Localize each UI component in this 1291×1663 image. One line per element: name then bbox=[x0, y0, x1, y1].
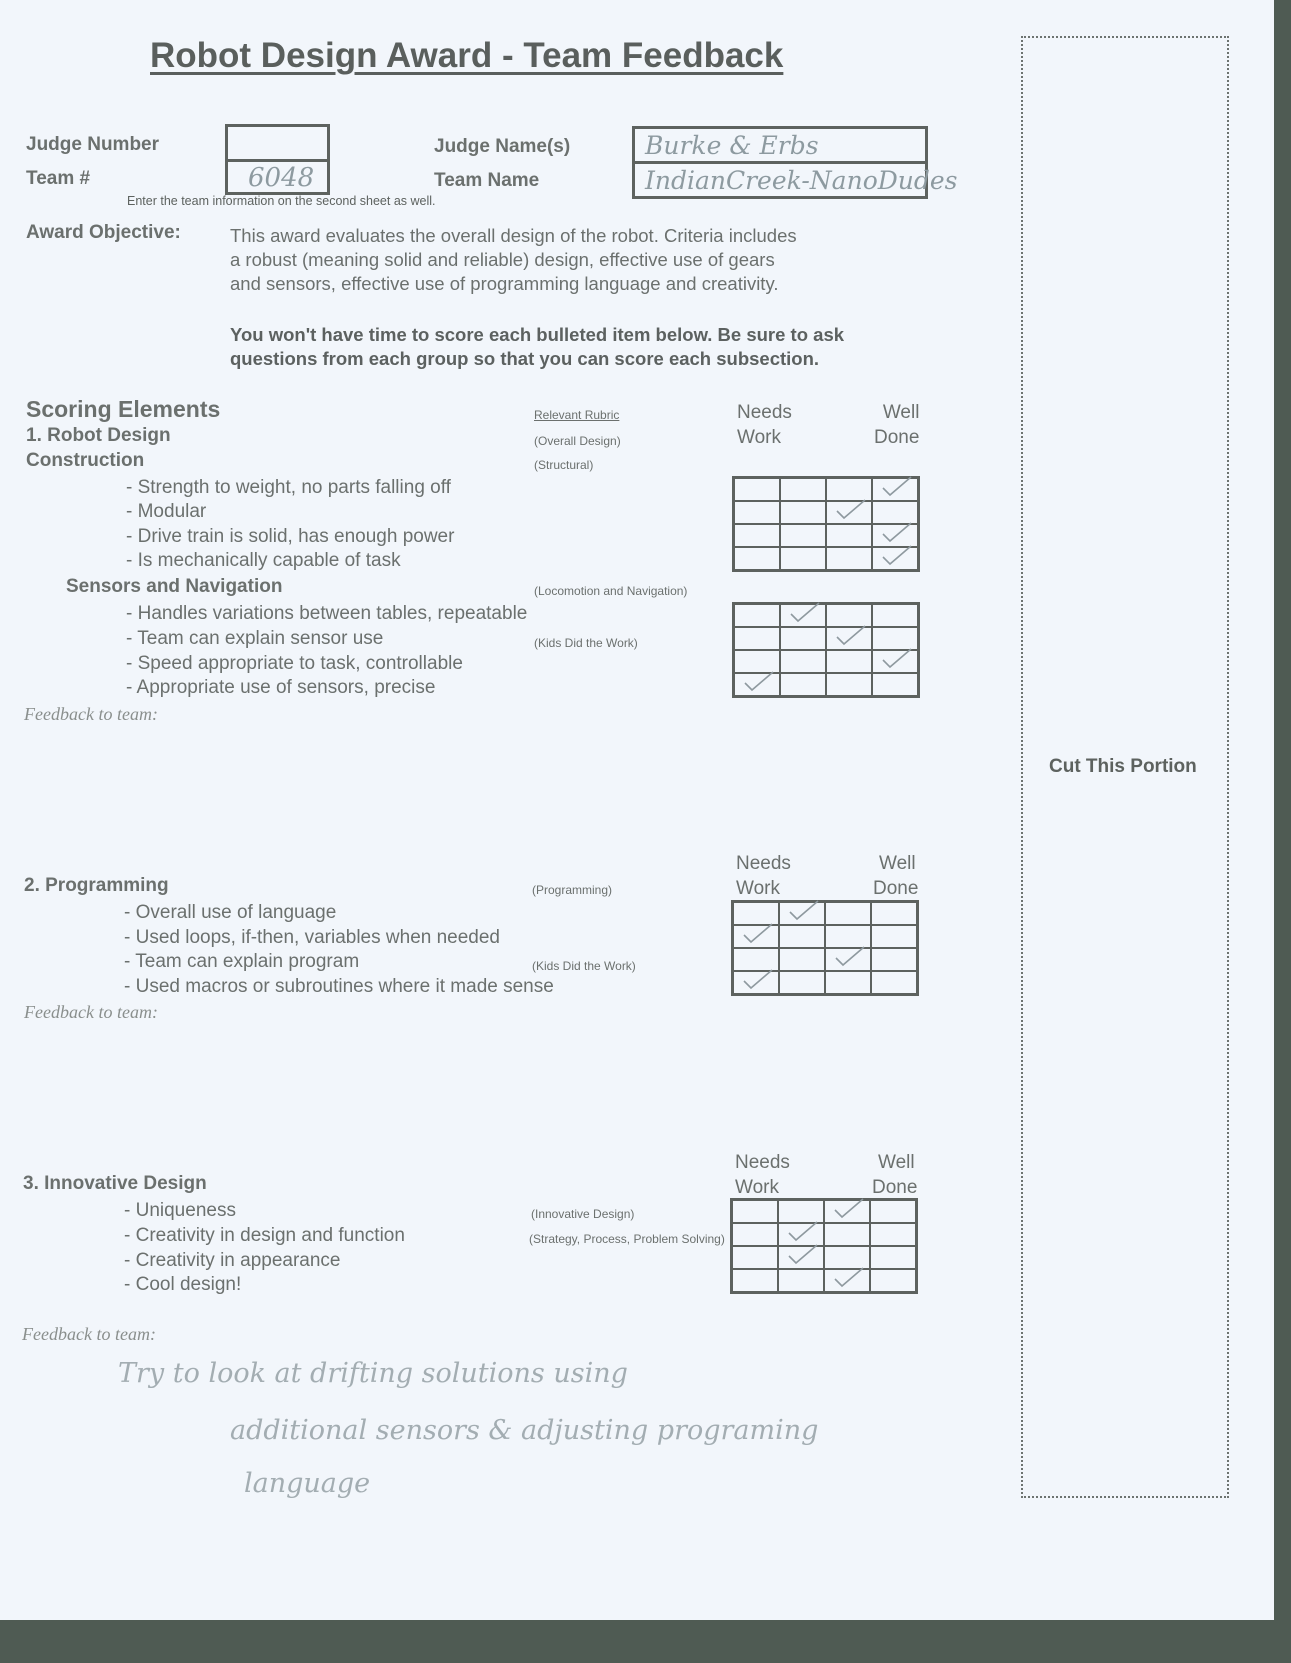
robot-design-rubric: (Overall Design) bbox=[534, 434, 621, 448]
objective-label: Award Objective: bbox=[26, 222, 181, 243]
judge-names-field[interactable] bbox=[632, 126, 928, 164]
check-mark-icon bbox=[734, 922, 778, 946]
check-mark-icon bbox=[825, 1197, 869, 1221]
list-item: - Used macros or subroutines where it made sense bbox=[124, 976, 554, 997]
scoring-elements-heading: Scoring Elements bbox=[26, 396, 221, 422]
check-mark-icon bbox=[873, 647, 917, 671]
judge-number-label: Judge Number bbox=[26, 134, 160, 155]
handwritten-feedback-line-1: Try to look at drifting solutions using bbox=[118, 1358, 628, 1389]
programming-score-grid[interactable] bbox=[731, 900, 919, 996]
list-item: - Drive train is solid, has enough power bbox=[126, 526, 455, 547]
check-mark-icon bbox=[873, 521, 917, 545]
check-mark-icon bbox=[825, 1266, 869, 1290]
check-mark-icon bbox=[873, 475, 917, 499]
check-mark-icon bbox=[735, 670, 779, 694]
construction-rubric: (Structural) bbox=[534, 458, 594, 472]
sensors-rubric: (Locomotion and Navigation) bbox=[534, 584, 688, 598]
check-mark-icon bbox=[826, 945, 870, 969]
programming-rubric-2: (Kids Did the Work) bbox=[532, 959, 636, 973]
innovative-score-grid[interactable] bbox=[730, 1198, 918, 1294]
list-item: - Team can explain program bbox=[124, 951, 360, 972]
sensors-score-grid[interactable] bbox=[732, 602, 920, 698]
check-mark-icon bbox=[827, 624, 871, 648]
needs-work-heading-3: Needs Work bbox=[735, 1152, 790, 1198]
team-name-label: Team Name bbox=[434, 170, 540, 191]
relevant-rubric-heading: Relevant Rubric bbox=[534, 408, 620, 422]
instructions-line-1: You won't have time to score each bulleted item below. Be sure to ask bbox=[230, 324, 845, 345]
check-mark-icon bbox=[781, 601, 825, 625]
list-item: - Creativity in design and function bbox=[124, 1225, 405, 1246]
team-name-value: IndianCreek-NanoDudes bbox=[645, 166, 958, 195]
list-item: - Creativity in appearance bbox=[124, 1250, 341, 1271]
team-number-value: 6048 bbox=[248, 163, 315, 193]
feedback-label-3: Feedback to team: bbox=[22, 1324, 156, 1344]
list-item: - Used loops, if-then, variables when needed bbox=[124, 927, 501, 948]
innovative-rubric: (Innovative Design) bbox=[531, 1207, 635, 1221]
team-number-field[interactable] bbox=[225, 159, 330, 195]
list-item: - Is mechanically capable of task bbox=[126, 550, 401, 571]
list-item: - Handles variations between tables, repeatable bbox=[126, 603, 528, 624]
list-item: - Team can explain sensor use bbox=[126, 628, 384, 649]
check-mark-icon bbox=[827, 498, 871, 522]
feedback-label-2: Feedback to team: bbox=[24, 1002, 158, 1022]
objective-line-2: a robust (meaning solid and reliable) design, effective use of gears bbox=[230, 249, 775, 270]
robot-design-heading: 1. Robot Design bbox=[26, 425, 171, 446]
check-mark-icon bbox=[779, 1220, 823, 1244]
team-name-field[interactable] bbox=[632, 161, 958, 199]
handwritten-feedback-line-3: language bbox=[244, 1468, 371, 1499]
innovative-heading: 3. Innovative Design bbox=[23, 1173, 207, 1194]
well-done-heading-3: Well Done bbox=[872, 1152, 918, 1198]
well-done-heading-2: Well Done bbox=[873, 853, 919, 899]
list-item: - Overall use of language bbox=[124, 902, 337, 923]
instructions-line-2: questions from each group so that you can score each subsection. bbox=[230, 348, 820, 369]
needs-work-heading-2: Needs Work bbox=[736, 853, 791, 899]
list-item: - Modular bbox=[126, 501, 207, 522]
construction-heading: Construction bbox=[26, 450, 145, 471]
sensors-rubric-2: (Kids Did the Work) bbox=[534, 636, 638, 650]
handwritten-feedback-line-2: additional sensors & adjusting programing bbox=[230, 1415, 819, 1446]
needs-work-heading: Needs Work bbox=[737, 402, 792, 448]
list-item: - Cool design! bbox=[124, 1274, 242, 1295]
feedback-label-1: Feedback to team: bbox=[24, 704, 158, 724]
page-title: Robot Design Award - Team Feedback bbox=[150, 36, 784, 75]
judge-number-field[interactable] bbox=[225, 124, 330, 162]
check-mark-icon bbox=[779, 1243, 823, 1267]
team-info-note: Enter the team information on the second sheet as well. bbox=[127, 194, 436, 208]
check-mark-icon bbox=[873, 544, 917, 568]
objective-line-1: This award evaluates the overall design of the robot. Criteria includes bbox=[230, 225, 797, 246]
well-done-heading: Well Done bbox=[874, 402, 920, 448]
programming-rubric: (Programming) bbox=[532, 883, 613, 897]
judge-names-label: Judge Name(s) bbox=[434, 136, 571, 157]
construction-score-grid[interactable] bbox=[732, 476, 920, 572]
list-item: - Uniqueness bbox=[124, 1200, 236, 1221]
programming-heading: 2. Programming bbox=[24, 875, 169, 896]
list-item: - Appropriate use of sensors, precise bbox=[126, 677, 436, 698]
list-item: - Speed appropriate to task, controllable bbox=[126, 653, 463, 674]
list-item: - Strength to weight, no parts falling off bbox=[126, 477, 451, 498]
check-mark-icon bbox=[734, 968, 778, 992]
check-mark-icon bbox=[780, 899, 824, 923]
cut-this-portion-label: Cut This Portion bbox=[1049, 756, 1197, 777]
objective-line-3: and sensors, effective use of programming language and creativity. bbox=[230, 273, 779, 294]
innovative-rubric-2: (Strategy, Process, Problem Solving) bbox=[529, 1232, 725, 1246]
sensors-heading: Sensors and Navigation bbox=[66, 576, 283, 597]
judge-names-value: Burke & Erbs bbox=[645, 131, 819, 160]
team-number-label: Team # bbox=[26, 168, 91, 189]
